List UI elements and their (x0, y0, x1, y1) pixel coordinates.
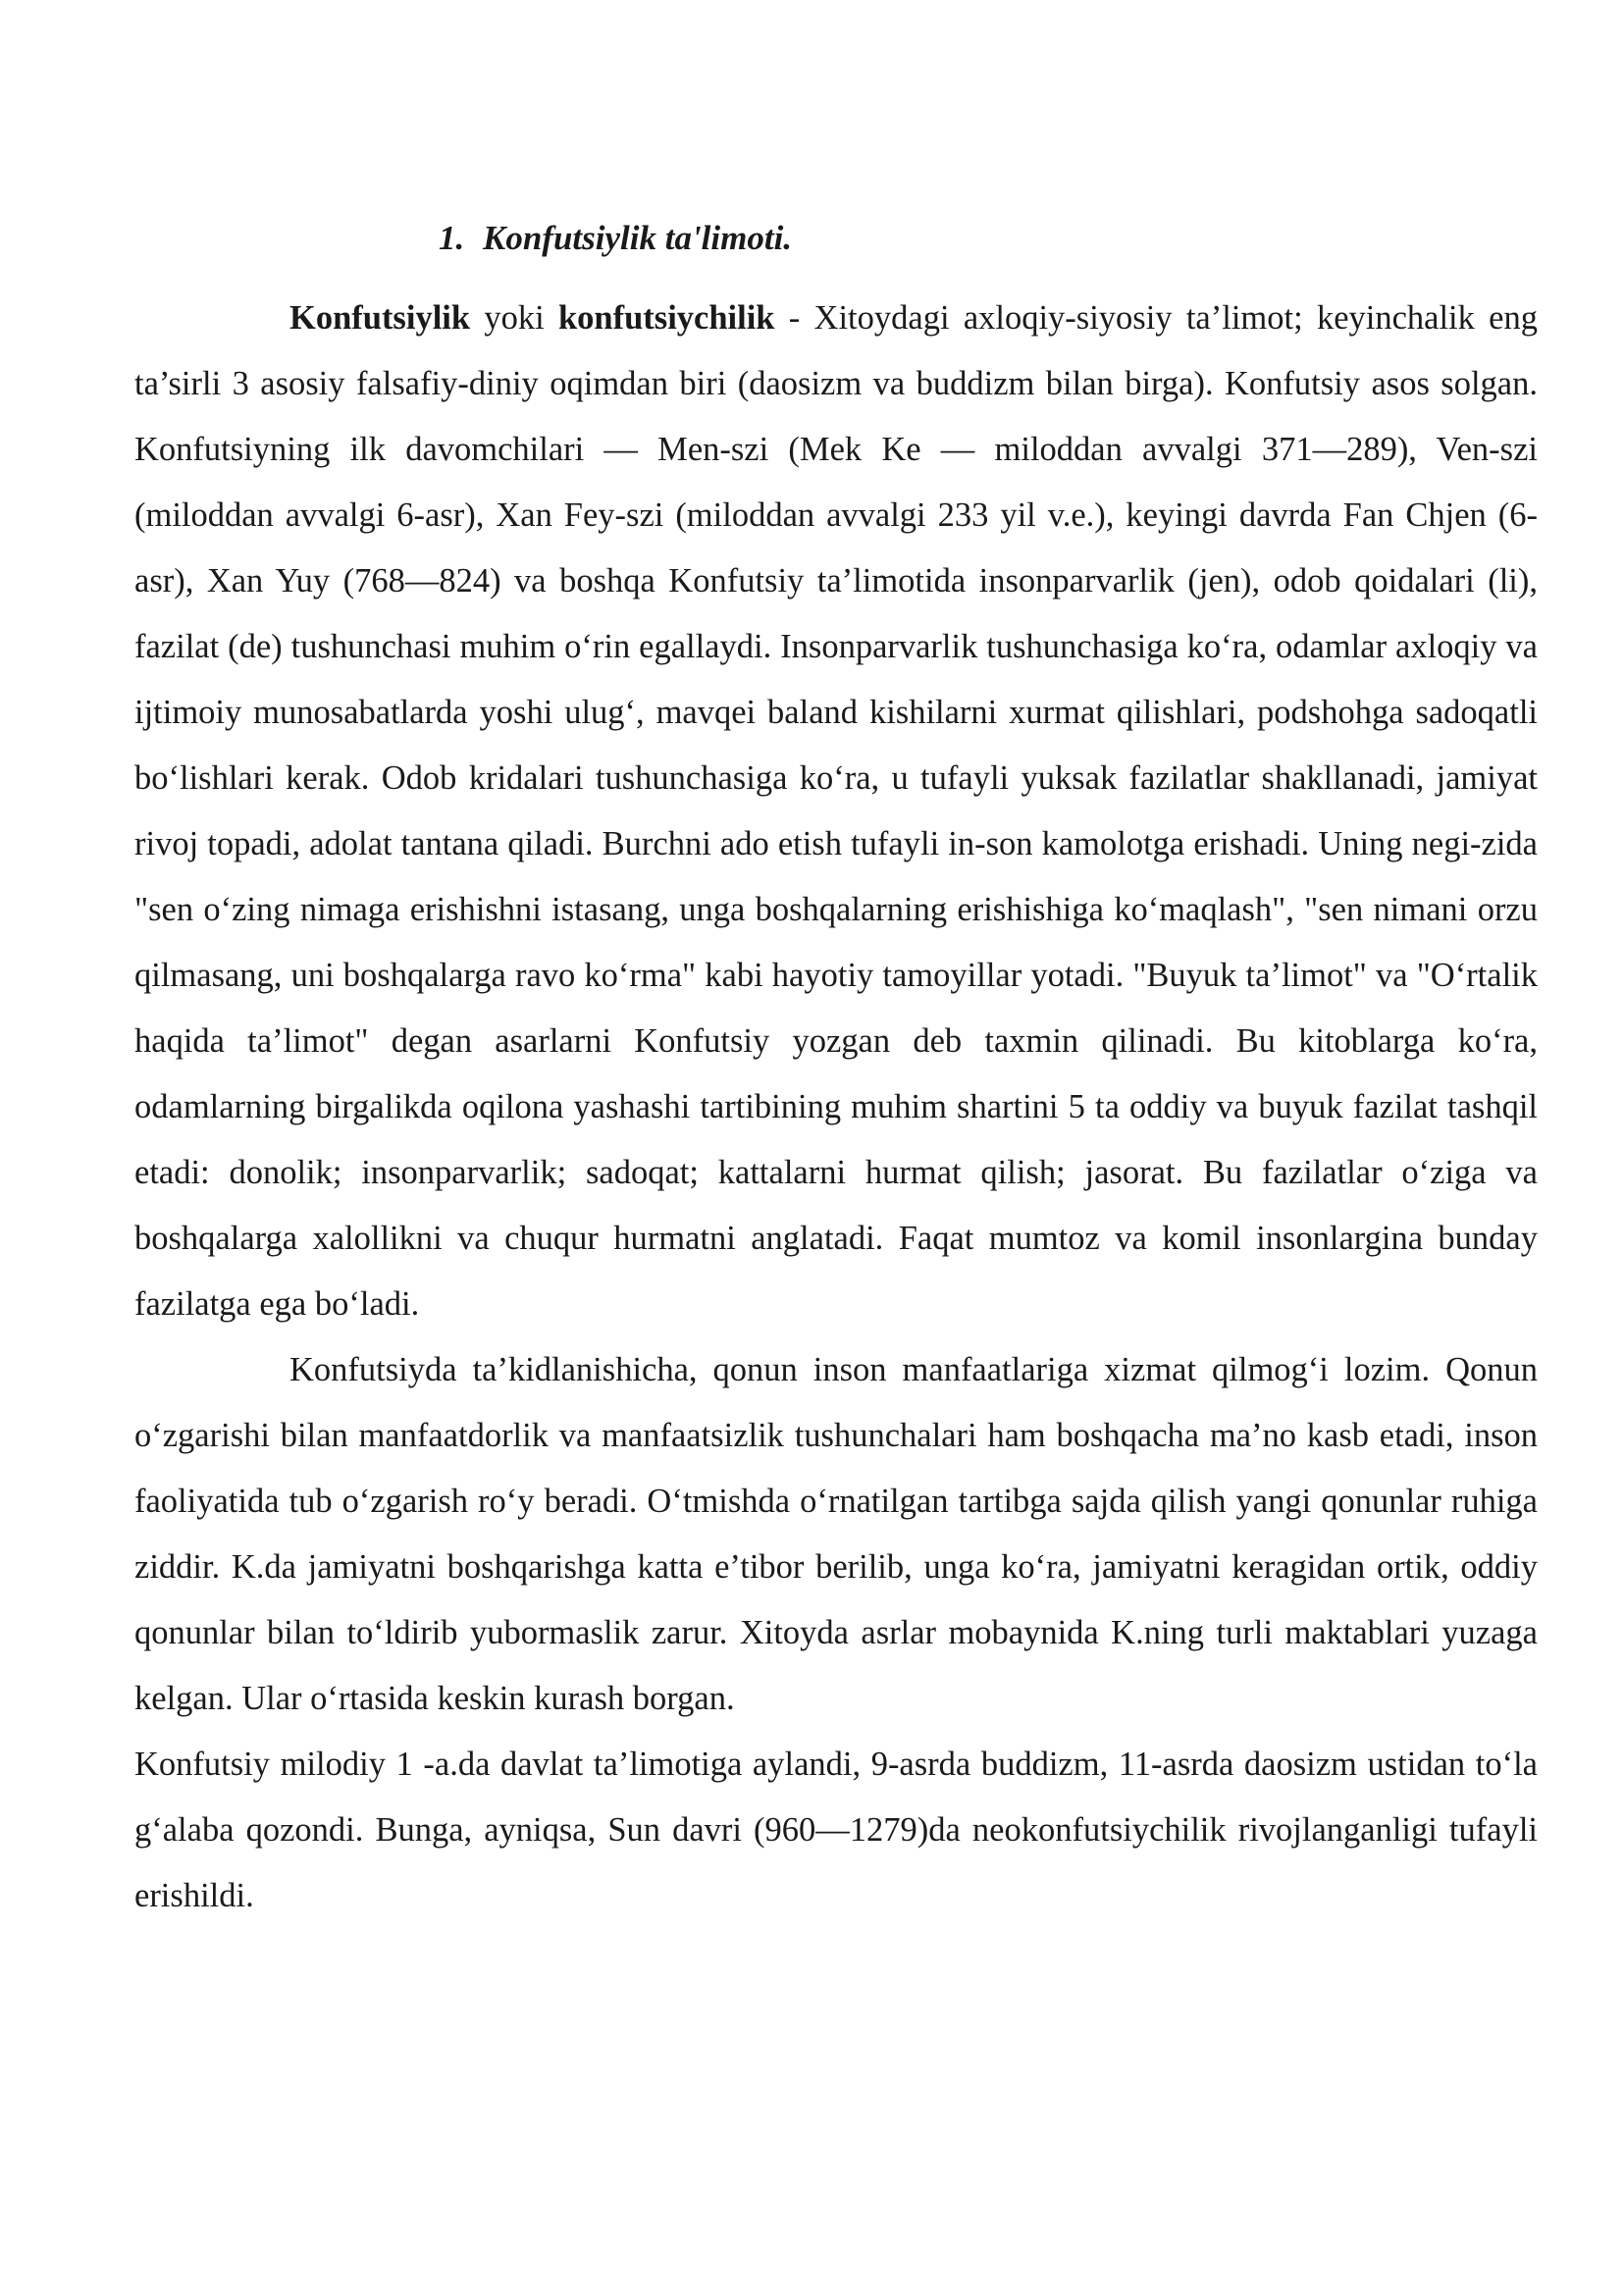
document-body (134, 211, 1538, 1929)
term-connector: yoki (470, 299, 558, 337)
section-number: 1. (439, 219, 465, 257)
paragraph-definition (134, 286, 1538, 1337)
paragraph-law: Konfutsiyda ta’kidlanishicha, qonun inson manfaatlariga xizmat qilmog‘i lozim. Qonun o‘zgarishi bilan manfaatdorlik va manfaatsizlik tushunchalari ham boshqacha ma’no kasb etadi, inson faoliyatida tub o‘zgarish ro‘y beradi. O‘tmishda o‘rnatilgan tartibga sajda qilish yangi qonunlar ruhiga ziddir. K.da jamiyatni boshqarishga katta e’tibor berilib, unga ko‘ra, jamiyatni keragidan ortik, oddiy qonunlar bilan to‘ldirib yubormaslik zarur. Xitoyda asrlar mobaynida K.ning turli maktablari yuzaga kelgan. Ular o‘rtasida keskin kurash borgan. (134, 1351, 1538, 1717)
paragraph-definition-text: - Xitoydagi axloqiy-siyosiy ta’limot; keyinchalik eng ta’sirli 3 asosiy falsafiy-diniy oqimdan biri (daosizm va buddizm bilan birga). Konfutsiy asos solgan. Konfutsiyning ilk davomchilari — Men-szi (Mek Ke — miloddan avvalgi 371—289), Ven-szi (miloddan avvalgi 6-asr), Xan Fey-szi (miloddan avvalgi 233 yil v.e.), keyingi davrda Fan Chjen (6-asr), Xan Yuy (768—824) va boshqa Konfutsiy ta’limotida insonparvarlik (jen), odob qoidalari (li), fazilat (de) tushunchasi muhim o‘rin egallaydi. Insonparvarlik tushunchasiga ko‘ra, odamlar axloqiy va ijtimoiy munosabatlarda yoshi ulug‘, mavqei baland kishilarni xurmat qilishlari, podshohga sadoqatli bo‘lishlari kerak. Odob kridalari tushunchasiga ko‘ra, u tufayli yuksak fazilatlar shakllanadi, jamiyat rivoj topadi, adolat tantana qiladi. Burchni ado etish tufayli in-son kamolotga erishadi. Uning negi-zida "sen o‘zing nimaga erishishni istasang, unga boshqalarning erishishiga ko‘maqlash", "sen nimani orzu qilmasang, uni boshqalarga ravo ko‘rma" kabi hayotiy tamoyillar yotadi. "Buyuk ta’limot" va "O‘rtalik haqida ta’limot" degan asarlarni Konfutsiy yozgan deb taxmin qilinadi. Bu kitoblarga ko‘ra, odamlarning birgalikda oqilona yashashi tartibining muhim shartini 5 ta oddiy va buyuk fazilat tashqil etadi: donolik; insonparvarlik; sadoqat; kattalarni hurmat qilish; jasorat. Bu fazilatlar o‘ziga va boshqalarga xalollikni va chuqur hurmatni anglatadi. Faqat mumtoz va komil insonlargina bunday fazilatga ega bo‘ladi. (134, 299, 1538, 1323)
section-title: Konfutsiylik ta'limoti. (483, 219, 793, 257)
term-konfutsiychilik: konfutsiychilik (557, 299, 775, 337)
section-heading (134, 211, 1538, 266)
term-konfutsiylik: Konfutsiylik (289, 299, 471, 337)
paragraph-history: Konfutsiy milodiy 1 -a.da davlat ta’limotiga aylandi, 9-asrda buddizm, 11-asrda daosizm ustidan to‘la g‘alaba qozondi. Bunga, ayniqsa, Sun davri (960—1279)da neokonfutsiychilik rivojlanganligi tufayli erishildi. (134, 1746, 1538, 1914)
